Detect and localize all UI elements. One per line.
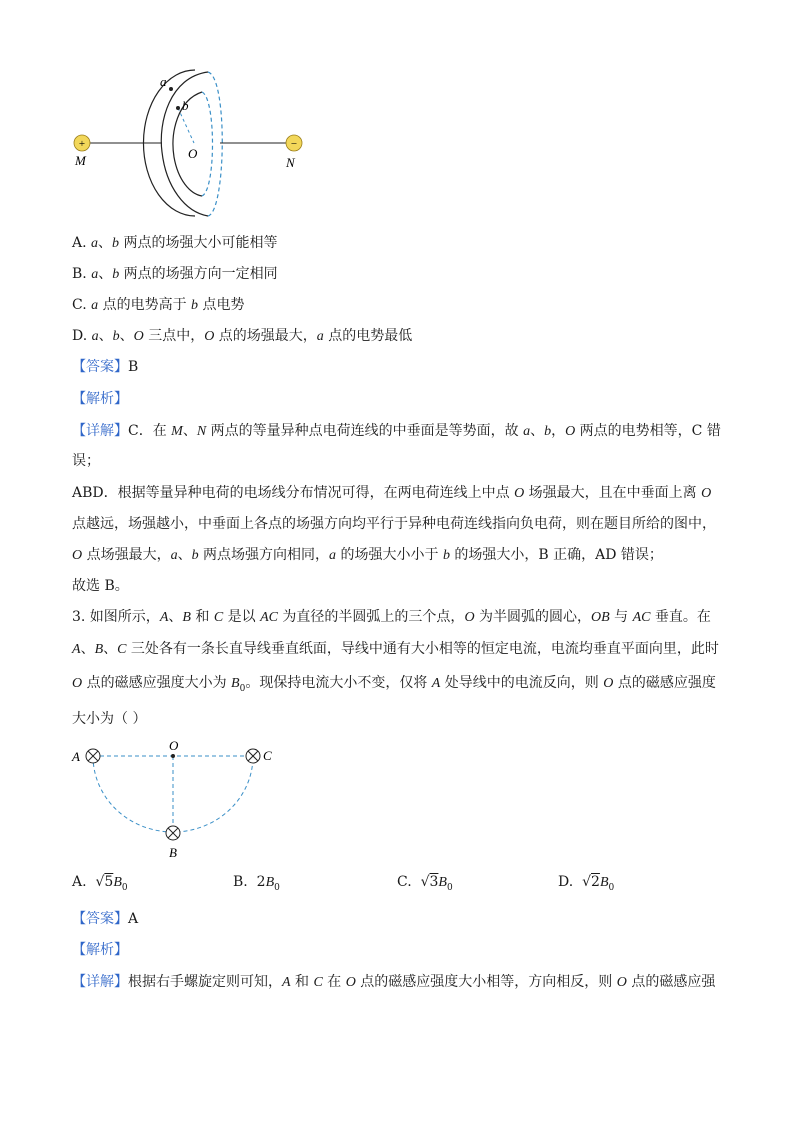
q3-analysis-heading: 【解析】	[72, 942, 128, 958]
q3-stem-line-3: O 点的磁感应强度大小为 $B_0$。现保持电流大小不变，仅将 A 处导线中的电流反向，则 O 点的磁感应强度	[72, 675, 716, 694]
q3-option-d[interactable]: D. $√2B_0$	[558, 874, 615, 893]
q2-analysis-heading: 【解析】	[72, 391, 128, 407]
q2-detail-line-2: 误；	[72, 453, 100, 469]
wire-b-into-page-icon	[166, 826, 180, 840]
label-A: A	[72, 749, 80, 764]
q2-detail-line-3: ABD．根据等量异种电荷的电场线分布情况可得，在两电荷连线上中点 O 场强最大，且在中垂面上离 O	[72, 485, 712, 501]
label-O: O	[169, 738, 179, 753]
outer-ring-back	[208, 72, 222, 216]
q2-option-b[interactable]: B. a、b 两点的场强方向一定相同	[72, 266, 278, 282]
q3-option-a[interactable]: A. $√5B_0$	[72, 874, 128, 893]
radius-ob	[178, 108, 194, 143]
label-a: a	[160, 74, 167, 89]
label-M: M	[75, 153, 86, 168]
sqrt-icon: √	[582, 874, 592, 890]
label-C: C	[263, 748, 272, 763]
wire-a-into-page-icon	[86, 749, 100, 763]
q2-answer: 【答案】B	[72, 359, 139, 375]
q2-detail-line-1: 【详解】C．在 M、N 两点的等量异种点电荷连线的中垂面是等势面，故 a、b，O 两点的电势相等，C 错	[72, 423, 721, 439]
q3-stem-line-4: 大小为（ ）	[72, 711, 147, 727]
q2-option-a[interactable]: A. a、b 两点的场强大小可能相等	[72, 235, 278, 251]
q3-detail-line-1: 【详解】根据右手螺旋定则可知，A 和 C 在 O 点的磁感应强度大小相等，方向相反，则 O 点的磁感应强	[72, 974, 716, 990]
q3-stem-line-1: 3. 如图所示，A、B 和 C 是以 AC 为直径的半圆弧上的三个点，O 为半圆弧的圆心，OB 与 AC 垂直。在	[72, 609, 711, 625]
point-a	[169, 87, 173, 91]
wire-c-into-page-icon	[246, 749, 260, 763]
label-b: b	[182, 98, 189, 113]
label-N: N	[286, 155, 295, 170]
minus-sign: −	[290, 138, 298, 150]
q3-option-c[interactable]: C. $√3B_0$	[397, 874, 453, 893]
center-point-o	[171, 754, 175, 758]
q2-option-d[interactable]: D. a、b、O 三点中，O 点的场强最大，a 点的电势最低	[72, 328, 413, 344]
sqrt-icon: √	[420, 874, 430, 890]
inner-ring-back	[202, 92, 213, 196]
point-b	[176, 106, 180, 110]
q2-option-c[interactable]: C. a 点的电势高于 b 点电势	[72, 297, 245, 313]
q2-detail-line-6: 故选 B。	[72, 578, 129, 594]
figure-ring-charges	[60, 62, 320, 222]
figure-semicircle-wires	[66, 736, 286, 860]
q2-detail-line-4: 点越远，场强越小，中垂面上各点的场强方向均平行于异种电荷连线指向负电荷，则在题目所给的图中，	[72, 516, 716, 532]
q3-answer: 【答案】A	[72, 911, 139, 927]
label-B: B	[169, 845, 177, 860]
label-O: O	[188, 146, 198, 161]
q3-stem-line-2: A、B、C 三处各有一条长直导线垂直纸面，导线中通有大小相等的恒定电流，电流均垂直平面向里，此时	[72, 641, 719, 657]
q3-option-b[interactable]: B. $2B_0$	[233, 874, 280, 893]
q2-detail-line-5: O 点场强最大，a、b 两点场强方向相同，a 的场强大小小于 b 的场强大小，B 正确，AD 错误；	[72, 547, 663, 563]
sqrt-icon: √	[95, 874, 105, 890]
plus-sign: +	[78, 138, 86, 150]
outer-ring-front	[161, 72, 208, 216]
